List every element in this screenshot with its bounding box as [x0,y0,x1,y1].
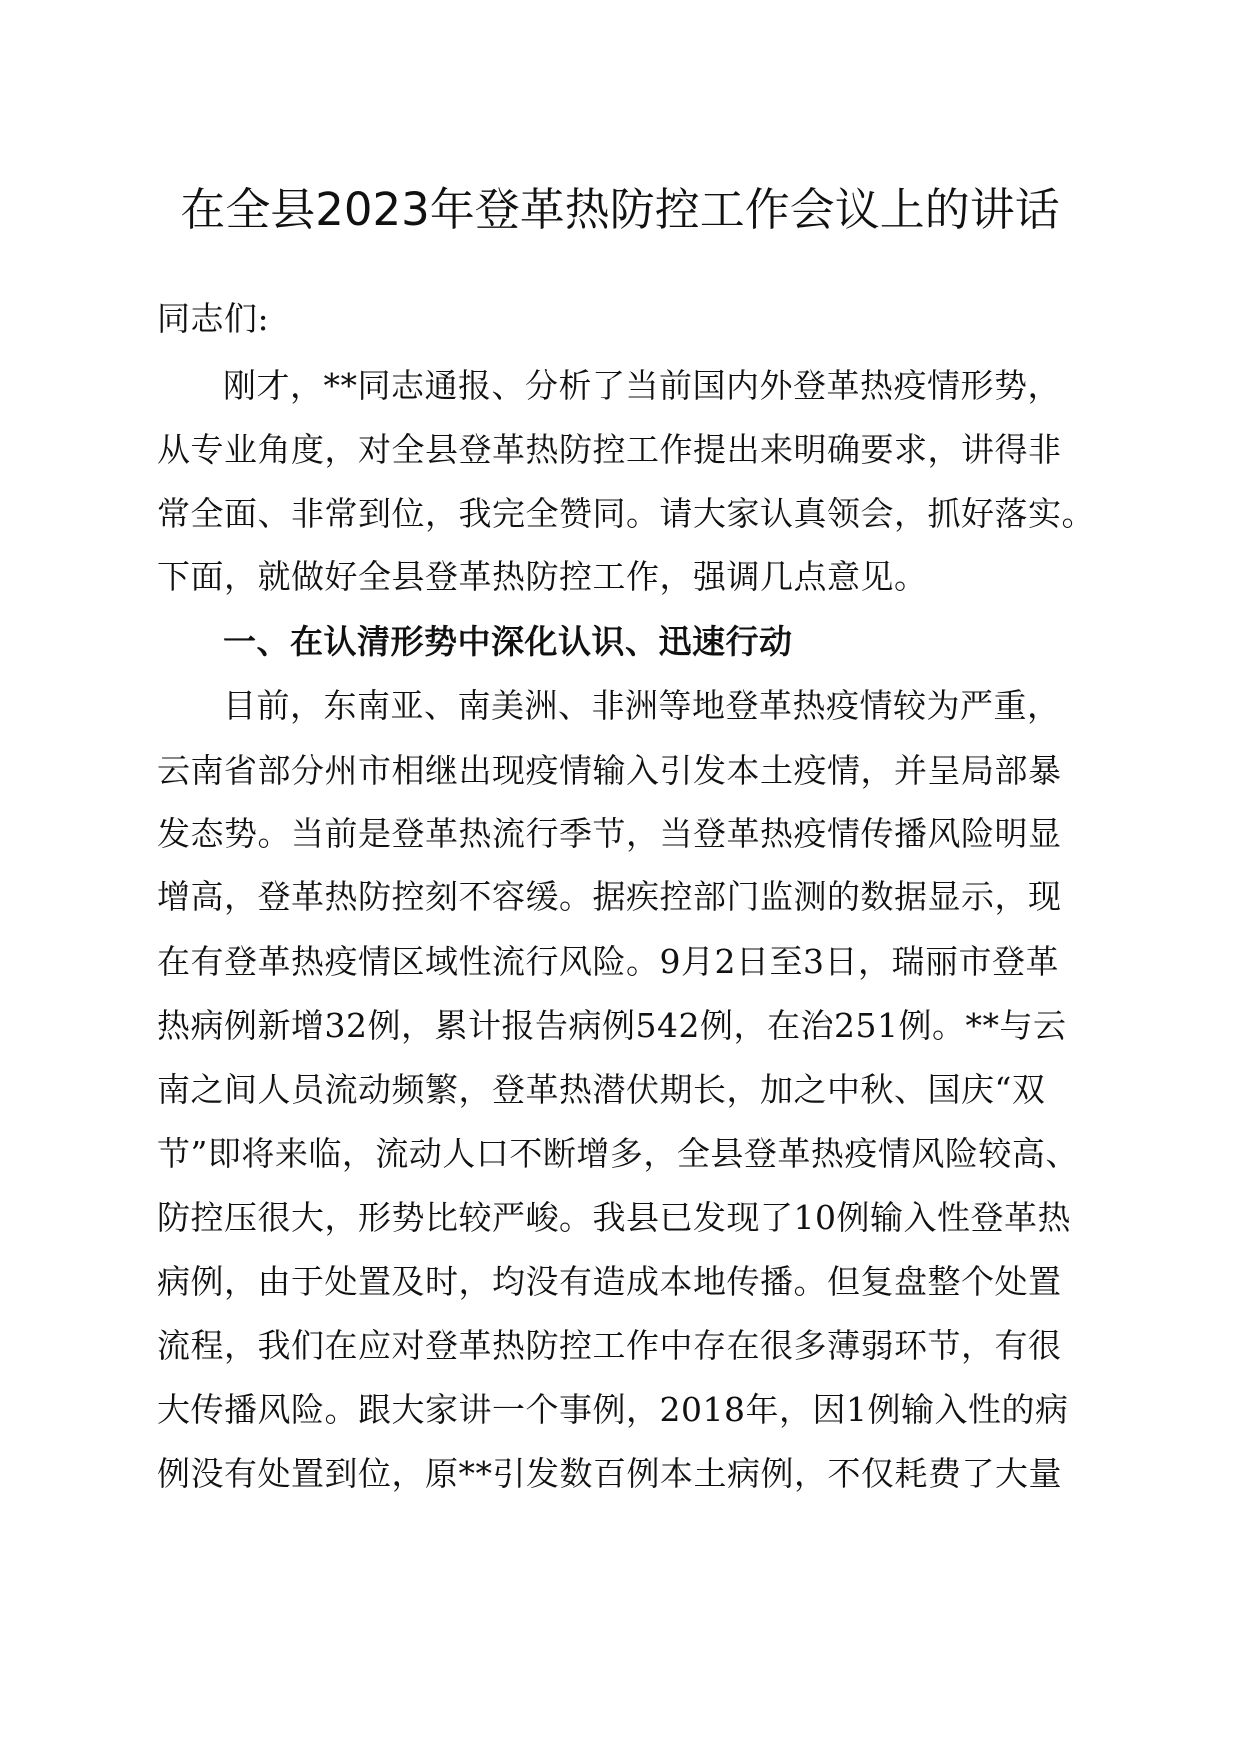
paragraph-line: 云南省部分州市相继出现疫情输入引发本土疫情，并呈局部暴 [157,751,1062,790]
paragraph-line: 流程，我们在应对登革热防控工作中存在很多薄弱环节，有很 [157,1326,1062,1365]
paragraph-line: 病例，由于处置及时，均没有造成本地传播。但复盘整个处置 [157,1262,1062,1301]
section-heading: 一、在认清形势中深化认识、迅速行动 [223,622,793,661]
paragraph-line: 刚才，**同志通报、分析了当前国内外登革热疫情形势， [223,366,1061,405]
salutation: 同志们: [157,299,270,338]
paragraph-line: 下面，就做好全县登革热防控工作，强调几点意见。 [157,557,928,596]
paragraph-line: 防控压很大，形势比较严峻。我县已发现了10例输入性登革热 [157,1198,1071,1237]
paragraph-line: 发态势。当前是登革热流行季节，当登革热疫情传播风险明显 [157,814,1062,853]
paragraph-line: 节”即将来临，流动人口不断增多，全县登革热疫情风险较高、 [157,1134,1079,1173]
paragraph-line: 从专业角度，对全县登革热防控工作提出来明确要求，讲得非 [157,430,1062,469]
paragraph-line: 南之间人员流动频繁，登革热潜伏期长，加之中秋、国庆“双 [157,1070,1046,1109]
paragraph-line: 大传播风险。跟大家讲一个事例，2018年，因1例输入性的病 [157,1390,1069,1429]
paragraph-line: 常全面、非常到位，我完全赞同。请大家认真领会，抓好落实。 [157,494,1095,533]
document-title: 在全县2023年登革热防控工作会议上的讲话 [180,183,1060,236]
paragraph-line: 在有登革热疫情区域性流行风险。9月2日至3日，瑞丽市登革 [157,942,1059,981]
paragraph-line: 例没有处置到位，原**引发数百例本土病例，不仅耗费了大量 [157,1454,1062,1493]
paragraph-line: 目前，东南亚、南美洲、非洲等地登革热疫情较为严重， [223,686,1061,725]
paragraph-line: 热病例新增32例，累计报告病例542例，在治251例。**与云 [157,1006,1067,1045]
paragraph-line: 增高，登革热防控刻不容缓。据疾控部门监测的数据显示，现 [157,877,1062,916]
